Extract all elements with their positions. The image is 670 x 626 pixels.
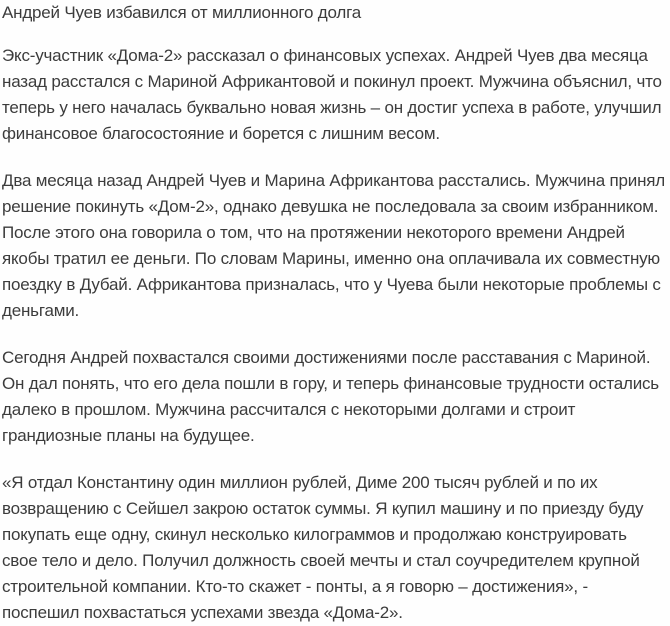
article-title: Андрей Чуев избавился от миллионного долга — [2, 3, 362, 22]
article-paragraph: Сегодня Андрей похвастался своими достижениями после расставания с Мариной. Он дал понять, что его дела пошли в гору, и теперь финансовые трудности остались далеко в прошлом. Мужчина рассчитался с некоторыми долгами и строит грандиозные планы на будущее. — [2, 348, 659, 445]
article-paragraph: «Я отдал Константину один миллион рублей, Диме 200 тысяч рублей и по их возвращению с Сейшел закрою остаток суммы. Я купил машину и по приезду буду покупать еще одну, скинул несколько килограммов и продолжаю конструировать свое тело и дело. Получил должность своей мечты и стал соучредителем крупной строительной компании. Кто-то скажет - понты, а я говорю – достижения», - поспешил похвастаться успехами звезда «Дома-2». — [2, 473, 644, 622]
article-paragraph: Экс-участник «Дома-2» рассказал о финансовых успехах. Андрей Чуев два месяца назад расстался с Мариной Африкантовой и покинул проект. Мужчина объяснил, что теперь у него началась буквально новая жизнь – он достиг успеха в работе, улучшил финансовое благосостояние и борется с лишним весом. — [2, 46, 662, 143]
article-paragraph: Два месяца назад Андрей Чуев и Марина Африкантова расстались. Мужчина принял решение покинуть «Дом-2», однако девушка не последовала за своим избранником. После этого она говорила о том, что на протяжении некоторого времени Андрей якобы тратил ее деньги. По словам Марины, именно она оплачивала их совместную поездку в Дубай. Африкантова призналась, что у Чуева были некоторые проблемы с деньгами. — [2, 171, 665, 320]
